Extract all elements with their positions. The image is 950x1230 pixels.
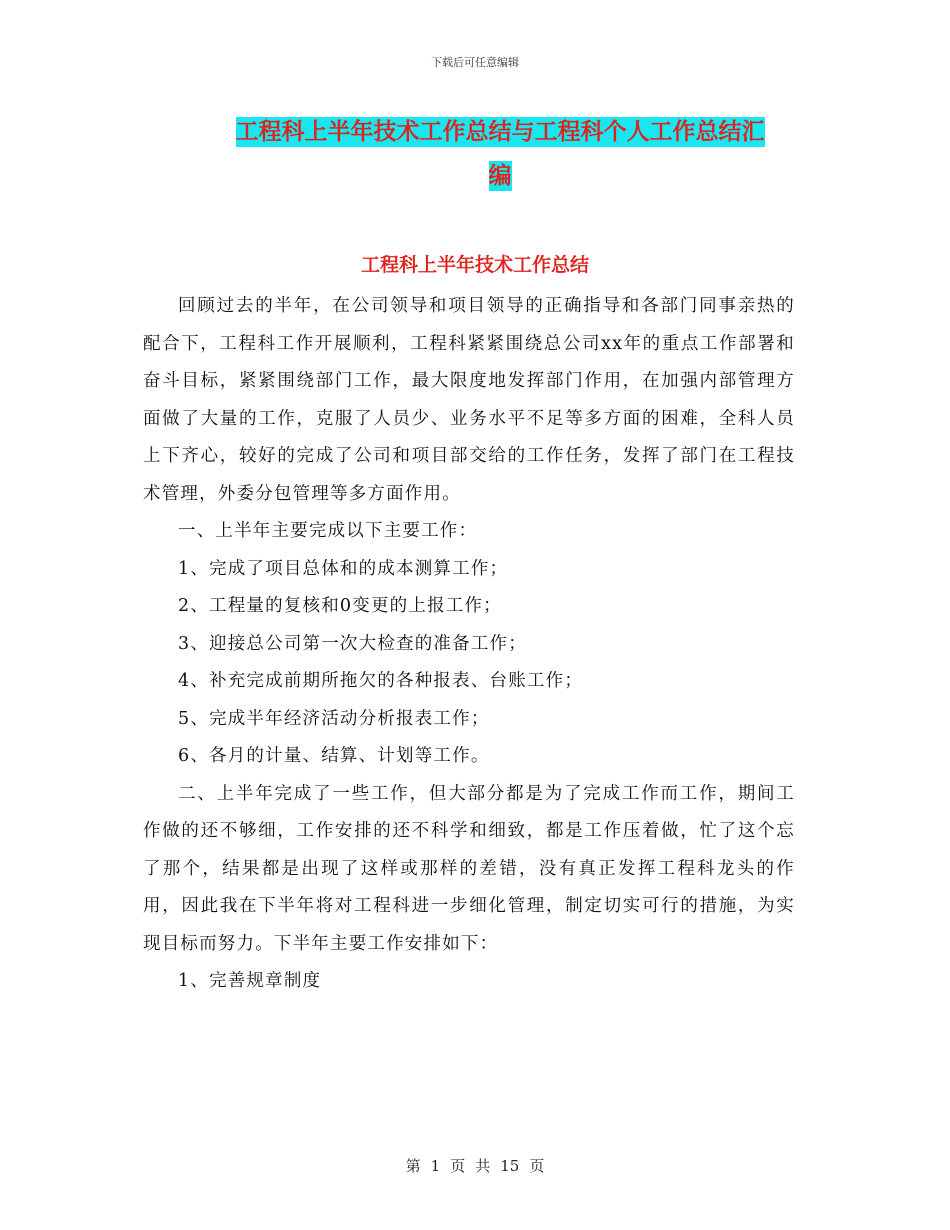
document-title <box>190 110 810 198</box>
list-item: 1、完善规章制度 <box>178 971 322 991</box>
paragraph: 二、上半年完成了一些工作，但大部分都是为了完成工作而工作，期间工作做的还不够细，工作安排的还不科学和细致，都是工作压着做，忙了这个忘了那个，结果都是出现了这样或那样的差错，没有真正发挥工程科龙头的作用，因此我在下半年将对工程科进一步细化管理，制定切实可行的措施，为实现目标而努力。下半年主要工作安排如下： <box>143 783 795 954</box>
document-title-line-1: 工程科上半年技术工作总结与工程科个人工作总结汇 <box>235 119 765 145</box>
list-item: 1、完成了项目总体和的成本测算工作； <box>178 558 509 579</box>
list-item: 3、迎接总公司第一次大检查的准备工作； <box>178 633 527 654</box>
footer-label: 共 <box>475 1157 491 1175</box>
document-body <box>143 288 795 1001</box>
list-item: 4、补充完成前期所拖欠的各种报表、台账工作； <box>178 671 584 691</box>
paragraph: 一、上半年主要完成以下主要工作： <box>178 521 478 541</box>
footer-label: 页 <box>450 1157 466 1175</box>
footer-label: 页 <box>529 1157 545 1175</box>
page-footer <box>0 1155 950 1176</box>
list-item: 6、各月的计量、结算、计划等工作。 <box>178 746 490 766</box>
footer-label: 第 <box>405 1157 421 1175</box>
section-title: 工程科上半年技术工作总结 <box>360 254 589 276</box>
document-title-line-2: 编 <box>488 163 512 189</box>
paragraph: 回顾过去的半年，在公司领导和项目领导的正确指导和各部门同事亲热的配合下，工程科工作开展顺利，工程科紧紧围绕总公司xx年的重点工作部署和奋斗目标，紧紧围绕部门工作，最大限度地发挥部门作用，在加强内部管理方面做了大量的工作，克服了人员少、业务水平不足等多方面的困难，全科人员上下齐心，较好的完成了公司和项目部交给的工作任务，发挥了部门在工程技术管理，外委分包管理等多方面作用。 <box>143 296 795 504</box>
page-number: 1 <box>430 1157 441 1175</box>
list-item: 5、完成半年经济活动分析报表工作； <box>178 708 490 729</box>
header-note: 下载后可任意编辑 <box>431 56 519 69</box>
list-item: 2、工程量的复核和0变更的上报工作； <box>178 596 502 616</box>
total-pages: 15 <box>500 1157 520 1175</box>
